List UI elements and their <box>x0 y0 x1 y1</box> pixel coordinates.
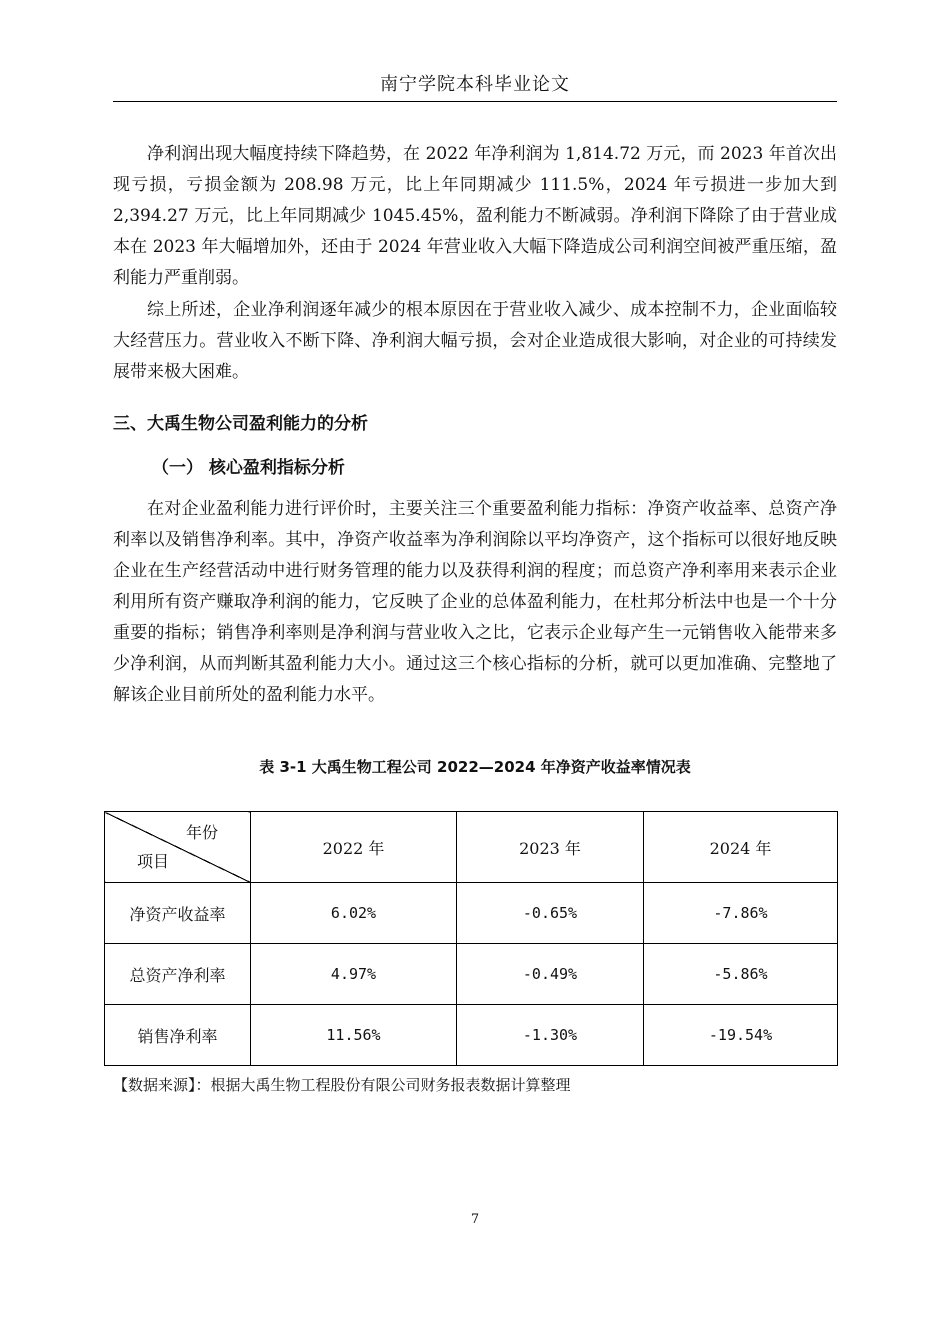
corner-year-label: 年份 <box>185 823 218 842</box>
table-cell: -0.65% <box>457 883 644 944</box>
table-cell: -0.49% <box>457 944 644 1005</box>
running-header: 南宁学院本科毕业论文 <box>380 74 570 95</box>
table-cell: -19.54% <box>644 1005 838 1066</box>
table-row <box>105 944 838 1005</box>
page-number: 7 <box>470 1212 480 1227</box>
row-label: 净资产收益率 <box>105 883 251 944</box>
table-cell: -5.86% <box>644 944 838 1005</box>
table-header-row <box>105 812 838 883</box>
subsection-heading: （一） 核心盈利指标分析 <box>152 458 345 478</box>
column-header-2022: 2022 年 <box>251 812 457 883</box>
table-row <box>105 1005 838 1066</box>
data-source-note: 【数据来源】：根据大禹生物工程股份有限公司财务报表数据计算整理 <box>113 1076 571 1094</box>
row-label: 销售净利率 <box>105 1005 251 1066</box>
table-cell: -1.30% <box>457 1005 644 1066</box>
section-heading: 三、大禹生物公司盈利能力的分析 <box>113 414 368 434</box>
header-rule <box>113 101 837 102</box>
paragraph-summary: 综上所述，企业净利润逐年减少的根本原因在于营业收入减少、成本控制不力，企业面临较大经营压力。营业收入不断下降、净利润大幅亏损，会对企业造成很大影响，对企业的可持续发展带来极大困难。 <box>113 300 837 382</box>
table-corner-cell <box>105 812 251 883</box>
paragraph-indicators: 在对企业盈利能力进行评价时，主要关注三个重要盈利能力指标：净资产收益率、总资产净利率以及销售净利率。其中，净资产收益率为净利润除以平均净资产，这个指标可以很好地反映企业在生产经营活动中进行财务管理的能力以及获得利润的程度；而总资产净利率用来表示企业利用所有资产赚取净利润的能力，它反映了企业的总体盈利能力，在杜邦分析法中也是一个十分重要的指标；销售净利率则是净利润与营业收入之比，它表示企业每产生一元销售收入能带来多少净利润，从而判断其盈利能力大小。通过这三个核心指标的分析，就可以更加准确、完整地了解该企业目前所处的盈利能力水平。 <box>113 499 837 705</box>
table-cell: -7.86% <box>644 883 838 944</box>
table-cell: 4.97% <box>251 944 457 1005</box>
paragraph-net-profit: 净利润出现大幅度持续下降趋势，在 2022 年净利润为 1,814.72 万元，而 2023 年首次出现亏损，亏损金额为 208.98 万元，比上年同期减少 111.5%，2024 年亏损进一步加大到 2,394.27 万元，比上年同期减少 1045.45%，盈利能力不断减弱。净利润下降除了由于营业成本在 2023 年大幅增加外，还由于 2024 年营业收入大幅下降造成公司利润空间被严重压缩，盈利能力严重削弱。 <box>113 144 837 288</box>
table-cell: 11.56% <box>251 1005 457 1066</box>
profitability-table <box>104 811 838 1066</box>
column-header-2024: 2024 年 <box>644 812 838 883</box>
column-header-2023: 2023 年 <box>457 812 644 883</box>
corner-item-label: 项目 <box>137 852 170 871</box>
table-caption: 表 3-1 大禹生物工程公司 2022—2024 年净资产收益率情况表 <box>259 758 691 776</box>
table-row <box>105 883 838 944</box>
table-cell: 6.02% <box>251 883 457 944</box>
row-label: 总资产净利率 <box>105 944 251 1005</box>
